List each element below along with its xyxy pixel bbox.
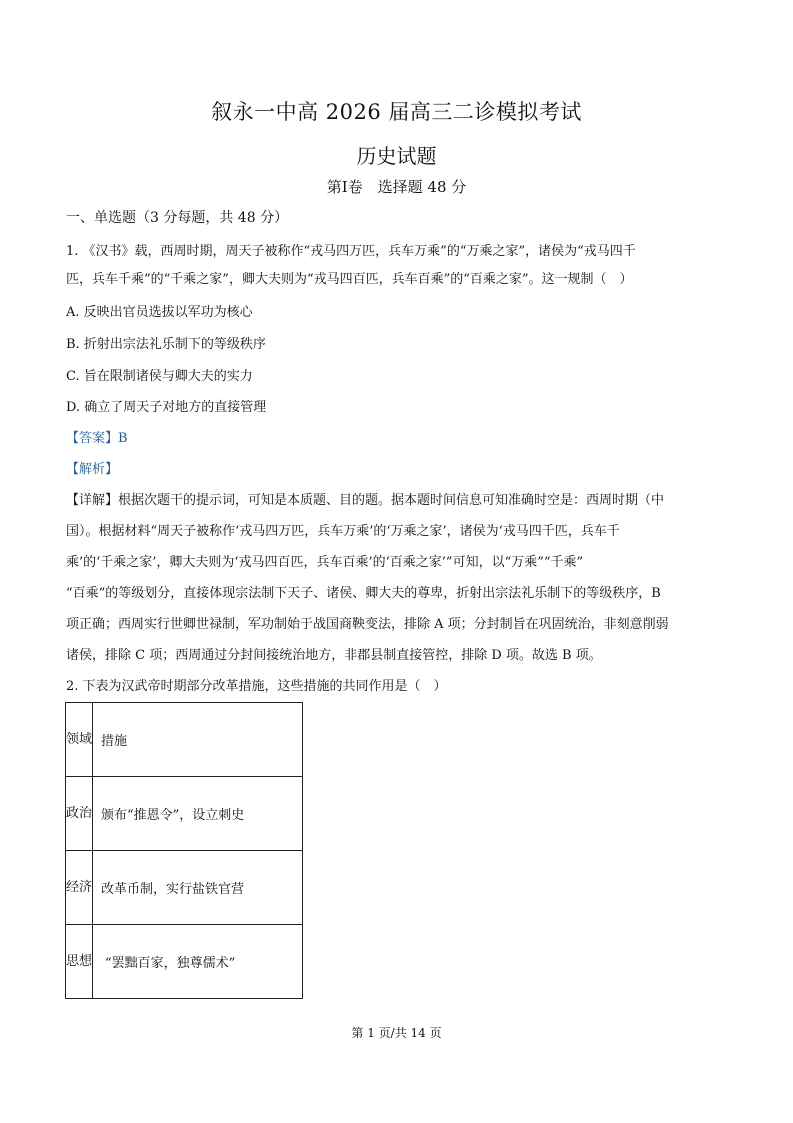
q1-stem-line1: 1. 《汉书》载，西周时期，周天子被称作“戎马四万匹，兵车万乘”的“万乘之家”，诸侯为“戎马四千 — [66, 244, 636, 259]
section-heading: 一、单选题（3 分每题，共 48 分） — [66, 210, 289, 226]
table-header-field: 领域 — [66, 703, 93, 777]
table-cell-measure: 颁布“推恩令”，设立刺史 — [93, 777, 303, 851]
reform-table — [65, 702, 303, 999]
subject-title: 历史试题 — [356, 144, 437, 168]
table-cell-field: 经济 — [66, 851, 93, 925]
q1-detail-line4: “百乘”的等级划分，直接体现宗法制下天子、诸侯、卿大夫的尊卑，折射出宗法礼乐制下的等级秩序，B — [66, 586, 661, 601]
q1-detail-line1: 【详解】根据次题干的提示词，可知是本质题、目的题。据本题时间信息可知准确时空是：西周时期（中 — [66, 493, 665, 508]
q1-option-a: A. 反映出官员选拔以军功为核心 — [66, 305, 253, 320]
q1-option-b: B. 折射出宗法礼乐制下的等级秩序 — [66, 337, 266, 352]
table-cell-measure: 改革币制，实行盐铁官营 — [93, 851, 303, 925]
q1-answer: 【答案】B — [66, 431, 128, 446]
table-row — [66, 851, 303, 925]
table-row — [66, 777, 303, 851]
q2-stem: 2. 下表为汉武帝时期部分改革措施，这些措施的共同作用是（ ） — [66, 679, 447, 694]
volume-heading: 第Ⅰ卷 选择题 48 分 — [326, 178, 467, 196]
q1-detail-line6: 诸侯，排除 C 项；西周通过分封间接统治地方，非郡县制直接管控，排除 D 项。故选 B 项。 — [66, 648, 602, 663]
table-cell-field: 政治 — [66, 777, 93, 851]
table-cell-measure: “罢黜百家，独尊儒术” — [93, 925, 303, 999]
table-header-measure: 措施 — [93, 703, 303, 777]
q1-option-d: D. 确立了周天子对地方的直接管理 — [66, 400, 267, 415]
q1-stem-line2: 匹，兵车千乘”的“千乘之家”，卿大夫则为“戎马四百匹，兵车百乘”的“百乘之家”。这一规制（ ） — [66, 272, 633, 287]
table-cell-field: 思想 — [66, 925, 93, 999]
q1-detail-line5: 项正确；西周实行世卿世禄制，军功制始于战国商鞅变法，排除 A 项；分封制旨在巩固统治，非刻意削弱 — [66, 617, 669, 632]
q1-option-c: C. 旨在限制诸侯与卿大夫的实力 — [66, 369, 253, 384]
q1-analysis-label: 【解析】 — [66, 462, 119, 477]
exam-title: 叙永一中高 2026 届高三二诊模拟考试 — [211, 100, 582, 124]
page-footer: 第 1 页/共 14 页 — [351, 1026, 442, 1040]
table-header-row — [66, 703, 303, 777]
q1-detail-line3: 乘’的‘千乘之家’，卿大夫则为‘戎马四百匹，兵车百乘’的‘百乘之家’”可知，以“万乘”“千乘” — [66, 555, 584, 570]
table-row — [66, 925, 303, 999]
q1-detail-line2: 国）。根据材料“周天子被称作‘戎马四万匹，兵车万乘’的‘万乘之家’，诸侯为‘戎马四千匹，兵车千 — [66, 524, 620, 539]
